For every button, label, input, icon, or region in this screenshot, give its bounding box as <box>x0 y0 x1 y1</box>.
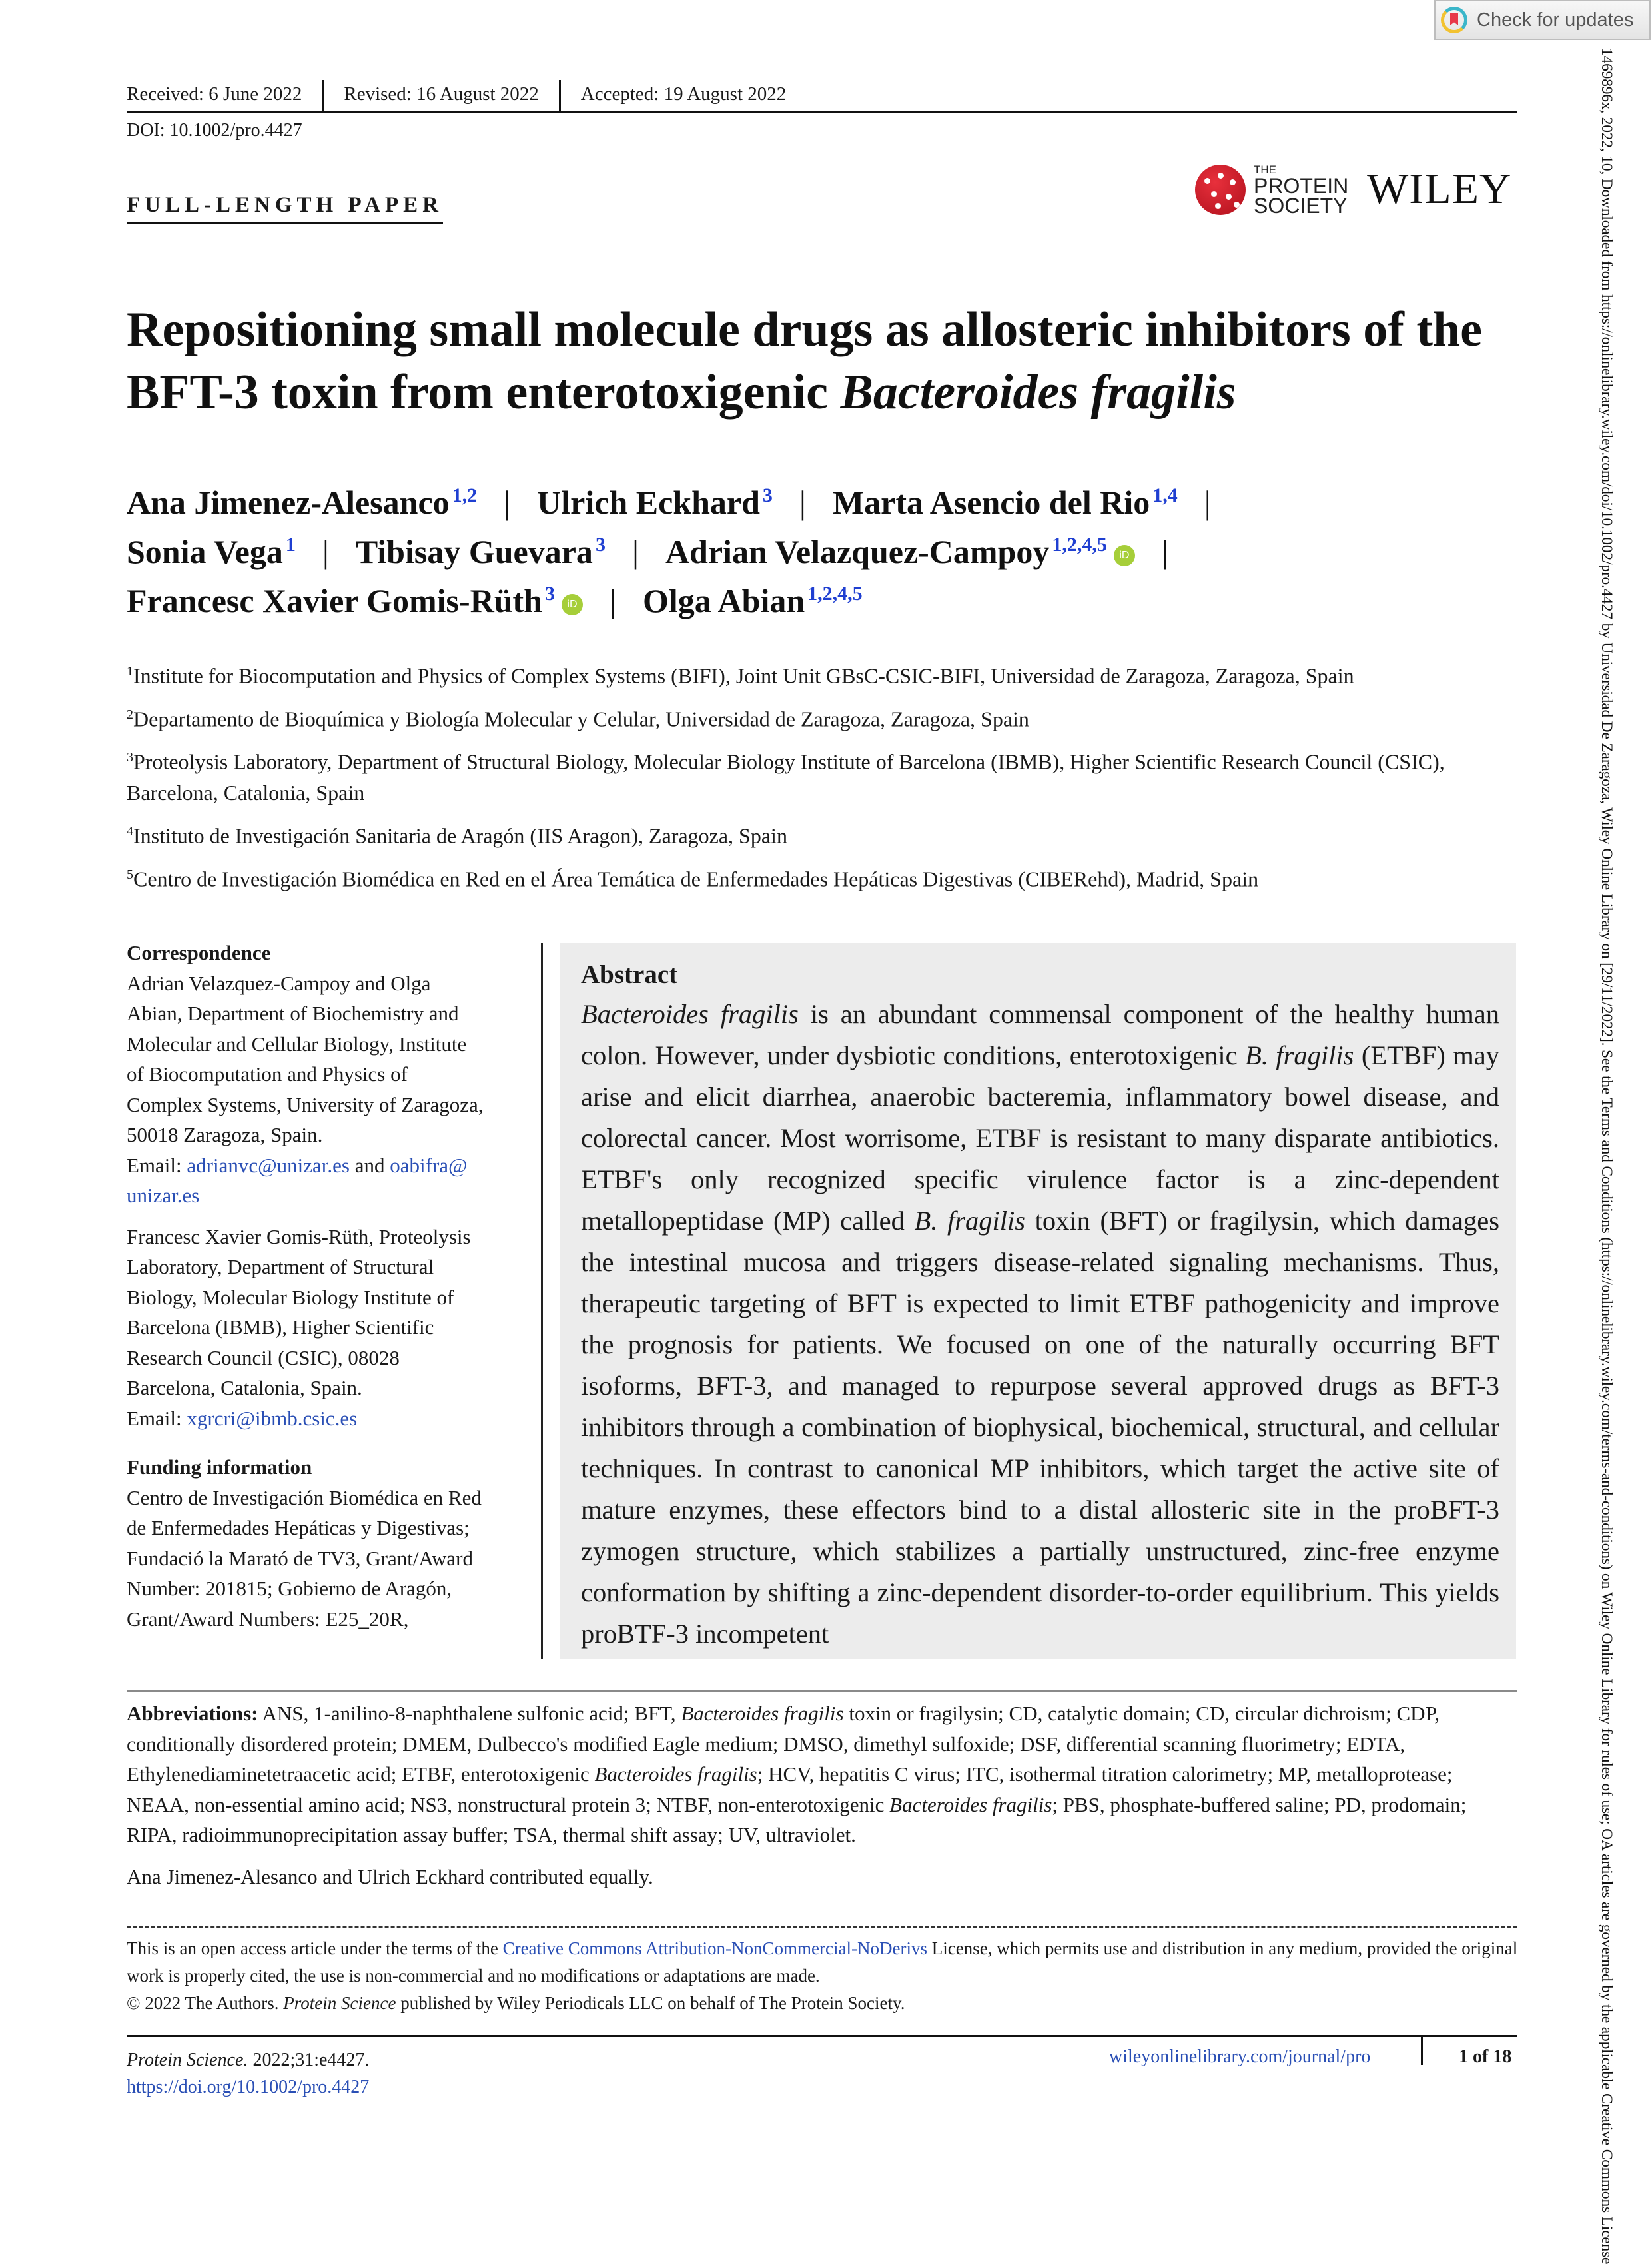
received-date: Received: 6 June 2022 <box>127 83 302 105</box>
accepted-date: Accepted: 19 August 2022 <box>559 80 806 111</box>
text-line: Adrian Velazquez-Campoy and Olga <box>127 971 431 995</box>
title-text: Repositioning small molecule drugs as allosteric inhibitors of the BFT-3 toxin from enterotoxigenic <box>127 302 1482 420</box>
revised-date: Revised: 16 August 2022 <box>322 80 558 111</box>
protein-society-logo <box>1195 164 1348 216</box>
check-for-updates-button[interactable] <box>1434 0 1651 40</box>
abstract-text: Bacteroides fragilis is an abundant commensal component of the healthy human colon. However, under dysbiotic conditions, enterotoxigenic B. fragilis (ETBF) may arise and elicit diarrhea, anaerobic bacteremia, inflammatory bowel disease, and colorectal cancer. Most worrisome, ETBF is resistant to many disparate antibiotics. ETBF's only recognized specific virulence factor is a zinc-dependent metallopeptidase (MP) called B. fragilis toxin (BFT) or fragilysin, which damages the intestinal mucosa and triggers disease-related signaling mechanisms. Thus, therapeutic targeting of BFT is expected to limit ETBF pathogenicity and improve the prognosis for patients. We focused on one of the naturally occurring BFT isoforms, BFT-3, and managed to repurpose several approved drugs as BFT-3 inhibitors through a combination of biophysical, biochemical, structural, and cellular techniques. In contrast to canonical MP inhibitors, which target the active site of mature enzymes, these effectors bind to a distal allosteric site in the proBFT-3 zymogen structure, which stabilizes a partially unstructured, zinc-free enzyme conformation by shifting a zinc-dependent disorder-to-order equilibrium. This yields proBTF-3 incompetent <box>581 999 1499 1649</box>
email-link[interactable]: xgrcri@ibmb.csic.es <box>187 1406 358 1430</box>
author: Ana Jimenez-Alesanco $^{1,2}$ <box>127 484 478 521</box>
text-line: Number: 201815; Gobierno de Aragón, <box>127 1577 452 1600</box>
author: Francesc Xavier Gomis-Rüth $^3$ iD <box>127 581 583 620</box>
title-species: Bacteroides fragilis <box>840 365 1236 420</box>
text-line: Complex Systems, University of Zaragoza, <box>127 1092 484 1116</box>
footer-rule <box>127 2035 1517 2037</box>
affiliation: $^3$Proteolysis Laboratory, Department of Structural Biology, Molecular Biology Institute of Barcelona (IBMB), Higher Scientific Research Council (CSIC), Barcelona, Catalonia, Spain <box>127 749 1445 805</box>
text-line: Grant/Award Numbers: E25_20R, <box>127 1607 409 1631</box>
email-link[interactable]: oabifra@ <box>390 1153 468 1177</box>
abbreviations: Abbreviations: ANS, 1-anilino-8-naphthalene sulfonic acid; BFT, Bacteroides fragilis toxin or fragilysin; CD, catalytic domain; CD, circular dichroism; CDP, conditionally disordered protein; DMEM, Dulbecco's modified Eagle medium; DMSO, dimethyl sulfoxide; DSF, differential scanning fluorimetry; EDTA, Ethylenediaminetetraacetic acid; ETBF, enterotoxigenic Bacteroides fragilis; HCV, hepatitis C virus; ITC, isothermal titration calorimetry; MP, metalloprotease; NEAA, non-essential amino acid; NS3, nonstructural protein 3; NTBF, non-enterotoxigenic Bacteroides fragilis; PBS, phosphate-buffered saline; PD, prodomain; RIPA, radioimmunoprecipitation assay buffer; TSA, thermal shift assay; UV, ultraviolet. <box>127 1702 1467 1846</box>
equal-contribution-note: Ana Jimenez-Alesanco and Ulrich Eckhard contributed equally. <box>127 1865 653 1888</box>
text-line: of Biocomputation and Physics of <box>127 1062 408 1086</box>
protein-network-icon <box>1195 165 1246 215</box>
author: Olga Abian $^{1,2,4,5}$ <box>643 582 863 619</box>
text-line: Biology, Molecular Biology Institute of <box>127 1285 454 1309</box>
column-divider <box>541 943 543 1659</box>
crossmark-icon <box>1441 7 1467 33</box>
text-line: Laboratory, Department of Structural <box>127 1255 434 1278</box>
abstract-heading: Abstract <box>581 960 678 989</box>
text-line: Francesc Xavier Gomis-Rüth, Proteolysis <box>127 1224 471 1248</box>
abstract-box <box>560 943 1516 1659</box>
logo-the: THE <box>1254 163 1276 176</box>
divider <box>127 1690 1517 1692</box>
correspondence-column <box>127 938 526 1634</box>
journal-link[interactable]: wileyonlinelibrary.com/journal/pro <box>1109 2046 1371 2067</box>
affiliation: $^4$Instituto de Investigación Sanitaria de Aragón (IIS Aragon), Zaragoza, Spain <box>127 823 787 848</box>
logo-society: SOCIETY <box>1254 194 1348 218</box>
text-line: de Enfermedades Hepáticas y Digestivas; <box>127 1516 470 1539</box>
email-link[interactable]: adrianvc@unizar.es <box>187 1153 350 1177</box>
author: Ulrich Eckhard $^3$ <box>537 484 773 521</box>
article-dates <box>127 80 1517 113</box>
separator: | <box>322 533 329 570</box>
email-link[interactable]: unizar.es <box>127 1184 200 1207</box>
separator: | <box>1161 533 1168 570</box>
wiley-logo: WILEY <box>1367 165 1512 213</box>
page-number: 1 of 18 <box>1459 2046 1512 2067</box>
separator: | <box>631 533 639 570</box>
license-link[interactable]: Creative Commons Attribution-NonCommercial-NoDerivs <box>502 1938 927 1958</box>
download-watermark: 1469896x, 2022, 10, Downloaded from https://onlinelibrary.wiley.com/doi/10.1002/pro.4427 by Universidad De Zaragoza, Wiley Online Library on [29/11/2022]. See the Terms and Conditions (https://onlinelibrary.wiley.com/terms-and-conditions) on Wiley Online Library for rules of use; OA articles are governed by the applicable Creative Commons License <box>1598 48 1615 2264</box>
doi: DOI: 10.1002/pro.4427 <box>127 120 302 141</box>
orcid-icon[interactable]: iD <box>562 594 583 615</box>
affiliation: $^1$Institute for Biocomputation and Physics of Complex Systems (BIFI), Joint Unit GBsC-CSIC-BIFI, Universidad de Zaragoza, Zaragoza, Spain <box>127 663 1354 688</box>
doi-link[interactable]: https://doi.org/10.1002/pro.4427 <box>127 2077 370 2097</box>
separator: | <box>1204 484 1211 521</box>
text-line: 50018 Zaragoza, Spain. <box>127 1123 323 1146</box>
orcid-icon[interactable]: iD <box>1114 545 1135 566</box>
paper-title <box>127 298 1525 424</box>
footer-separator <box>1421 2037 1423 2065</box>
journal-citation: Protein Science. 2022;31:e4427. https://doi.org/10.1002/pro.4427 <box>127 2050 370 2097</box>
text-line: Fundació la Marató de TV3, Grant/Award <box>127 1546 473 1570</box>
license-note: This is an open access article under the terms of the Creative Commons Attribution-NonCommercial-NoDerivs License, which permits use and distribution in any medium, provided the original work is properly cited, the use is non-commercial and no modifications or adaptations are made. © 2022 The Authors. Protein Science published by Wiley Periodicals LLC on behalf of The Protein Society. <box>127 1938 1518 2013</box>
author-list <box>127 483 1525 631</box>
separator: | <box>609 582 616 619</box>
text-line: Email: xgrcri@ibmb.csic.es <box>127 1406 358 1430</box>
correspondence-heading: Correspondence <box>127 941 271 964</box>
author: Marta Asencio del Rio $^{1,4}$ <box>832 484 1178 521</box>
affiliation: $^5$Centro de Investigación Biomédica en Red en el Área Temática de Enfermedades Hepáticas Digestivas (CIBERehd), Madrid, Spain <box>127 867 1259 891</box>
text-line: Email: adrianvc@unizar.es and oabifra@ <box>127 1153 468 1177</box>
check-for-updates-label: Check for updates <box>1477 9 1634 31</box>
author: Sonia Vega $^1$ <box>127 533 296 570</box>
author: Tibisay Guevara $^3$ <box>355 533 606 570</box>
dashed-divider <box>127 1926 1517 1928</box>
separator: | <box>504 484 511 521</box>
article-type: FULL-LENGTH PAPER <box>127 193 443 224</box>
text-line: Centro de Investigación Biomédica en Red <box>127 1485 482 1509</box>
separator: | <box>799 484 806 521</box>
affiliations <box>127 656 1525 902</box>
text-line: Abian, Department of Biochemistry and <box>127 1002 459 1025</box>
text-line: Molecular and Cellular Biology, Institute <box>127 1032 467 1056</box>
text-line: Barcelona, Catalonia, Spain. <box>127 1376 362 1399</box>
author: Adrian Velazquez-Campoy $^{1,2,4,5}$ iD <box>665 532 1135 571</box>
logo-protein: PROTEIN <box>1254 174 1349 198</box>
text-line: Barcelona (IBMB), Higher Scientific <box>127 1316 434 1339</box>
text-line: Research Council (CSIC), 08028 <box>127 1345 400 1369</box>
text-line <box>127 1180 526 1211</box>
affiliation: $^2$Departamento de Bioquímica y Biología Molecular y Celular, Universidad de Zaragoza, Zaragoza, Spain <box>127 707 1029 731</box>
funding-heading: Funding information <box>127 1455 312 1479</box>
